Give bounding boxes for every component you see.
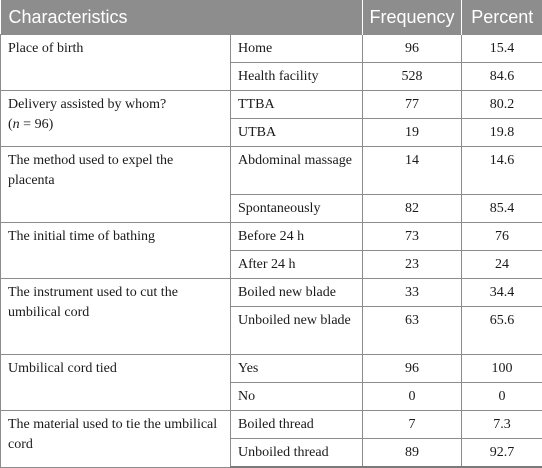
percent-cell: 80.2 (462, 91, 542, 119)
percent-cell: 14.6 (462, 147, 542, 195)
percent-cell: 76 (462, 223, 542, 251)
percent-cell: 92.7 (462, 439, 542, 468)
frequency-cell: 23 (363, 251, 462, 279)
table-row (1, 147, 542, 195)
category-tying-material: The material used to tie the umbilical cord (1, 411, 231, 468)
percent-cell: 7.3 (462, 411, 542, 439)
subcategory-cell: Abdominal massage (231, 147, 363, 195)
percent-cell: 84.6 (462, 63, 542, 91)
sample-size-value: = 96) (20, 117, 54, 132)
percent-cell: 100 (462, 355, 542, 383)
subcategory-cell: Boiled new blade (231, 279, 363, 307)
subcategory-cell: Unboiled thread (231, 439, 363, 468)
frequency-cell: 528 (363, 63, 462, 91)
table-row (1, 223, 542, 251)
subcategory-cell: Yes (231, 355, 363, 383)
category-bathing-time: The initial time of bathing (1, 223, 231, 279)
table-row (1, 411, 542, 439)
category-label: Delivery assisted by whom? (8, 97, 166, 112)
subcategory-cell: Home (231, 35, 363, 63)
subcategory-cell: No (231, 383, 363, 411)
table-row (1, 91, 542, 119)
percent-cell: 65.6 (462, 307, 542, 355)
frequency-cell: 96 (363, 355, 462, 383)
frequency-cell: 89 (363, 439, 462, 468)
table-row (1, 355, 542, 383)
subcategory-cell: After 24 h (231, 251, 363, 279)
sample-size-symbol: n (13, 117, 20, 132)
frequency-cell: 14 (363, 147, 462, 195)
header-characteristics: Characteristics (1, 0, 363, 35)
category-cutting-instrument: The instrument used to cut the umbilical cord (1, 279, 231, 355)
subcategory-cell: Boiled thread (231, 411, 363, 439)
percent-cell: 85.4 (462, 195, 542, 223)
subcategory-cell: Unboiled new blade (231, 307, 363, 355)
subcategory-cell: Health facility (231, 63, 363, 91)
subcategory-cell: UTBA (231, 119, 363, 147)
frequency-cell: 63 (363, 307, 462, 355)
frequency-cell: 77 (363, 91, 462, 119)
category-place-of-birth: Place of birth (1, 35, 231, 91)
frequency-cell: 96 (363, 35, 462, 63)
subcategory-cell: Spontaneously (231, 195, 363, 223)
percent-cell: 34.4 (462, 279, 542, 307)
frequency-cell: 33 (363, 279, 462, 307)
frequency-cell: 82 (363, 195, 462, 223)
frequency-cell: 73 (363, 223, 462, 251)
header-frequency: Frequency (363, 0, 462, 35)
table-header-row (1, 0, 542, 35)
percent-cell: 0 (462, 383, 542, 411)
frequency-cell: 7 (363, 411, 462, 439)
frequency-cell: 0 (363, 383, 462, 411)
percent-cell: 19.8 (462, 119, 542, 147)
subcategory-cell: TTBA (231, 91, 363, 119)
category-delivery-assisted: Delivery assisted by whom? (n = 96) (1, 91, 231, 147)
percent-cell: 15.4 (462, 35, 542, 63)
frequency-cell: 19 (363, 119, 462, 147)
category-placenta-method: The method used to expel the placenta (1, 147, 231, 223)
category-cord-tied: Umbilical cord tied (1, 355, 231, 411)
table-row (1, 279, 542, 307)
header-percent: Percent (462, 0, 542, 35)
percent-cell: 24 (462, 251, 542, 279)
subcategory-cell: Before 24 h (231, 223, 363, 251)
table-row (1, 35, 542, 63)
